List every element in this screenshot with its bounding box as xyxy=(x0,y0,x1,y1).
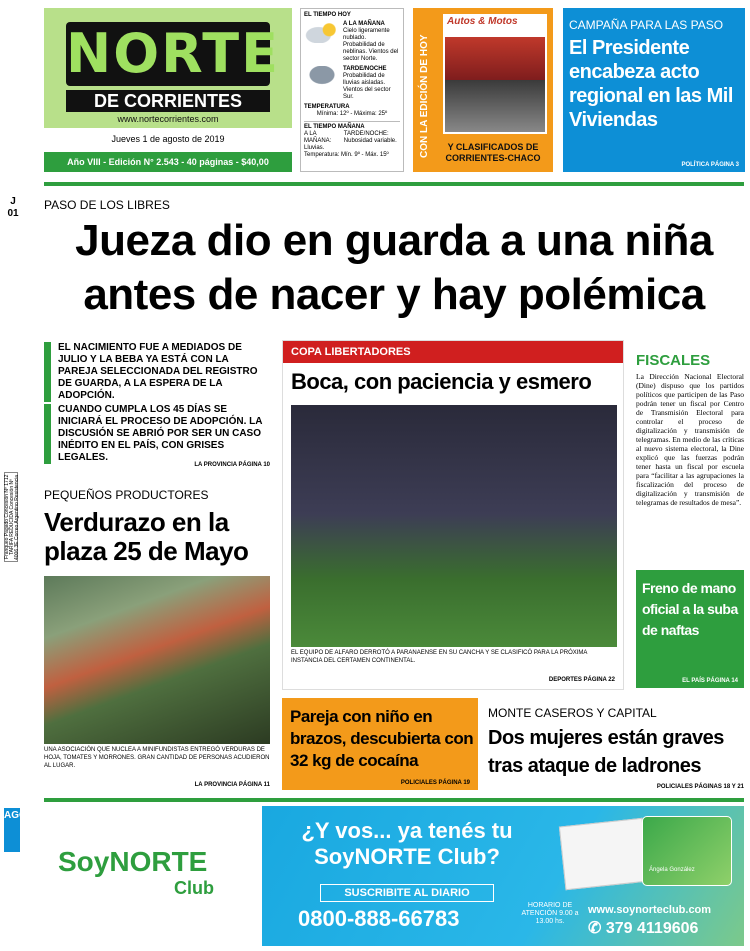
boca-headline[interactable]: Boca, con paciencia y esmero xyxy=(291,369,592,394)
verdurazo-kicker: PEQUEÑOS PRODUCTORES xyxy=(44,488,209,502)
newspaper-logo[interactable]: NORTE xyxy=(66,22,280,85)
main-page-ref: LA PROVINCIA PÁGINA 10 xyxy=(194,462,270,468)
promo-side-text: CON LA EDICIÓN DE HOY xyxy=(419,34,430,158)
monte-headline[interactable]: Dos mujeres están graves tras ataque de ladrones xyxy=(488,727,724,777)
promo-supplement[interactable] xyxy=(413,8,553,172)
campaign-story[interactable] xyxy=(563,8,745,172)
month-tab: AGO xyxy=(4,808,20,852)
verdurazo-page-ref: LA PROVINCIA PÁGINA 11 xyxy=(194,782,270,788)
subscribe-button[interactable]: SUSCRIBITE AL DIARIO xyxy=(320,884,494,902)
magazine-cover xyxy=(443,14,547,134)
weather-box xyxy=(300,8,404,172)
masthead xyxy=(44,8,292,172)
ad-phone[interactable]: 0800-888-66783 xyxy=(298,906,460,931)
pareja-page-ref: POLICIALES PÁGINA 19 xyxy=(400,780,470,786)
boca-story[interactable] xyxy=(282,340,624,690)
freno-page-ref: EL PAÍS PÁGINA 14 xyxy=(682,678,738,684)
monte-page-ref: POLICIALES PÁGINAS 18 Y 21 xyxy=(656,784,744,790)
weather-tomorrow-night: TARDE/NOCHE: Nubosidad variable. xyxy=(343,131,397,144)
date-code: J 01 xyxy=(7,196,19,219)
boca-photo xyxy=(291,405,617,647)
ad-hours: HORARIO DE ATENCIÓN 9.00 a 13.00 hs. xyxy=(521,902,579,925)
weather-afternoon-label: TARDE/NOCHE xyxy=(343,66,387,72)
ad-whatsapp-number: 379 4119606 xyxy=(605,920,699,937)
verdurazo-photo xyxy=(44,576,270,744)
footer-divider xyxy=(44,798,744,802)
fiscales-body: La Dirección Nacional Electoral (Dine) dispuso que los partidos políticos que participen de las Paso podrán tener un fiscal por Centro de Transmisión Electoral para controlar el proceso de digitalización y transmisión de telegramas. En medio de las críticas al nuevo sistema electoral, la Dine explicó que las fuerzas podrán tener hasta un fiscal por escuela para “facilitar a las agrupaciones la fiscalización del proceso de digitalización y transmisión de telegramas de resultados de mesa”. xyxy=(636,372,744,507)
weather-temp-label: TEMPERATURA xyxy=(304,104,350,110)
section-divider xyxy=(44,182,744,186)
magazine-title: Autos & Motos xyxy=(447,16,518,27)
freno-headline[interactable]: Freno de mano oficial a la suba de naftas xyxy=(642,580,738,638)
boca-section-bar: COPA LIBERTADORES xyxy=(283,341,623,363)
ad-question: ¿Y vos... ya tenés tu SoyNORTE Club? xyxy=(301,818,513,869)
boca-caption: EL EQUIPO DE ALFARO DERROTÓ A PARANAENSE EN SU CANCHA Y SE CLASIFICÓ PARA LA PRÓXIMA INSTANCIA DEL CERTAMEN CONTINENTAL. xyxy=(291,650,588,664)
weather-morning-text: Cielo ligeramente nublado. Probabilidad de neblinas. Vientos del sector Norte. xyxy=(343,28,399,62)
whatsapp-icon: ✆ xyxy=(588,920,606,937)
issue-date: Jueves 1 de agosto de 2019 xyxy=(111,134,225,144)
edition-info: Año VIII - Edición N° 2.543 - 40 páginas - $40,00 xyxy=(44,152,292,172)
logo-block xyxy=(44,8,292,128)
verdurazo-headline[interactable]: Verdurazo en la plaza 25 de Mayo xyxy=(44,507,249,566)
pareja-story[interactable] xyxy=(282,698,478,790)
verdurazo-caption: UNA ASOCIACIÓN QUE NUCLEA A MINIFUNDISTAS ENTREGÓ VERDURAS DE HOJA, TOMATES Y MORRONES. GRAN CANTIDAD DE PERSONAS ACUDIERON AL LUGAR. xyxy=(44,747,270,769)
weather-today-title: EL TIEMPO HOY xyxy=(304,12,351,18)
website-url[interactable]: www.nortecorrientes.com xyxy=(117,114,219,124)
campaign-page-ref: POLÍTICA PÁGINA 3 xyxy=(681,162,739,168)
weather-tomorrow-title: EL TIEMPO MAÑANA xyxy=(304,124,365,130)
freno-story[interactable] xyxy=(636,570,744,688)
main-headline[interactable]: Jueza dio en guarda a una niña antes de nacer y hay polémica xyxy=(75,216,713,319)
main-kicker: PASO DE LOS LIBRES xyxy=(44,198,170,212)
pareja-headline[interactable]: Pareja con niño en brazos, descubierta con 32 kg de cocaína xyxy=(290,707,474,770)
postage-label: Franqueo Pagado Concesión Nº 1712 TARIFA REDUCIDA Concesión Nº 4006 3E Correo Argentino Resistencia xyxy=(4,472,18,562)
campaign-headline[interactable]: El Presidente encabeza acto regional en las Mil Viviendas xyxy=(569,37,733,131)
ad-website[interactable]: www.soynorteclub.com xyxy=(588,904,712,916)
main-bullet-2: CUANDO CUMPLA LOS 45 DÍAS SE INICIARÁ EL PROCESO DE ADOPCIÓN. LA DISCUSIÓN SE ABRIÓ POR SER UN CASO INÉDITO EN EL PAÍS, CON GRISES LEGALES. xyxy=(44,404,270,464)
ad-whatsapp[interactable] xyxy=(588,918,698,938)
logo-subtitle: DE CORRIENTES xyxy=(66,90,270,112)
weather-tomorrow-temp: Temperatura: Mín. 9º - Máx. 15º xyxy=(304,152,389,158)
weather-tomorrow-morning: A LA MAÑANA: Lluvias. xyxy=(304,131,332,151)
club-logo-suffix: Club xyxy=(174,878,214,898)
club-logo: SoyNORTE xyxy=(58,846,208,877)
weather-afternoon-text: Probabilidad de lluvias aisladas. Vientos del sector Sur. xyxy=(343,73,391,100)
club-advertisement[interactable] xyxy=(44,806,744,946)
card-holder-name: Ángela González xyxy=(649,867,695,873)
newspaper-image xyxy=(559,818,649,890)
promo-text: Y CLASIFICADOS DE CORRIENTES-CHACO xyxy=(445,142,541,163)
boca-page-ref: DEPORTES PÁGINA 22 xyxy=(548,677,615,683)
partly-cloudy-icon xyxy=(304,21,340,43)
weather-morning-label: A LA MAÑANA xyxy=(343,21,385,27)
club-card-image xyxy=(642,816,732,886)
campaign-kicker: CAMPAÑA PARA LAS PASO xyxy=(569,18,724,32)
ad-band xyxy=(262,806,744,946)
rain-cloud-icon xyxy=(304,66,340,88)
weather-temp-values: Mínima: 12º - Máxima: 25º xyxy=(316,111,388,117)
main-bullet-1: EL NACIMIENTO FUE A MEDIADOS DE JULIO Y LA BEBA YA ESTÁ CON LA PAREJA SELECCIONADA DEL REGISTRO DE GUARDA, A LA ESPERA DE LA ADOPCIÓN. xyxy=(44,342,270,402)
monte-kicker: MONTE CASEROS Y CAPITAL xyxy=(488,706,657,720)
fiscales-title: FISCALES xyxy=(636,352,711,369)
